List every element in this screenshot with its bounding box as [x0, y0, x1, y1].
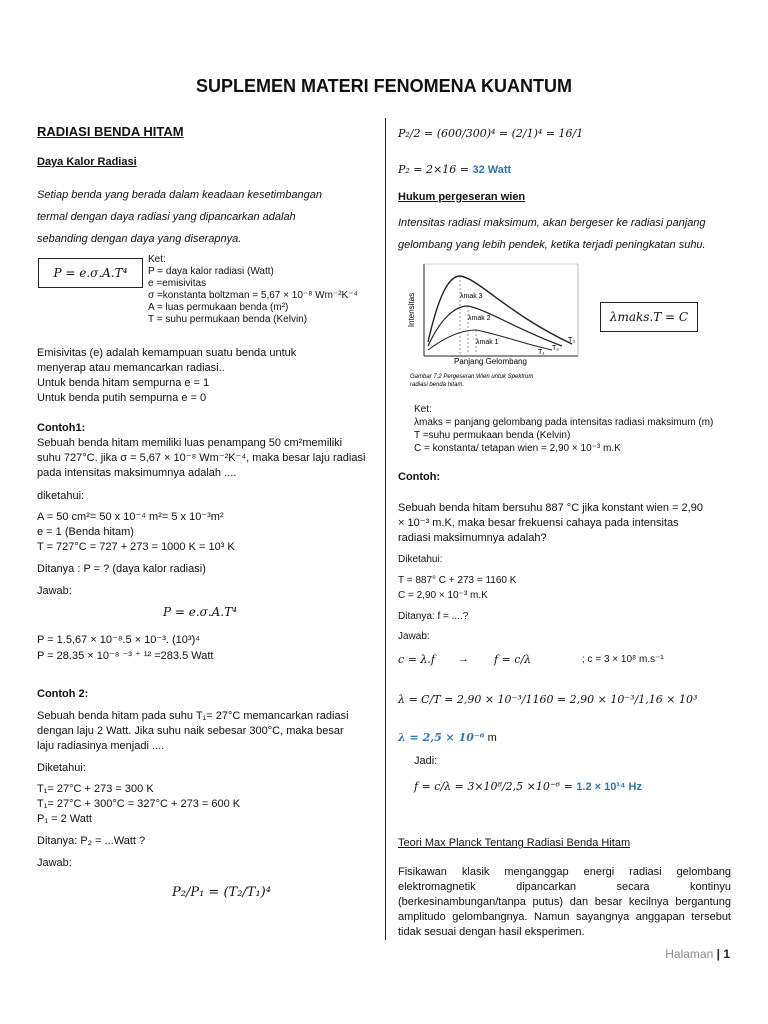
example1-known-label: diketahui:: [37, 490, 85, 502]
lambda-value: λ = 2,5 × 10⁻⁶: [398, 731, 485, 744]
curve-label-t2: T₂: [552, 345, 559, 352]
stefan-boltzmann-formula-box: P = e.σ.A.T⁴: [38, 258, 143, 288]
peak-label-2: λmak 2: [468, 315, 491, 322]
planck-paragraph: Fisikawan klasik menganggap energi radiasi gelombang elektromagnetik dipancarkan secara kontinyu (berkesinambungan/tanpa putus) dan besar kecilnya bergantung amplitudo gelombangnya. Namun sayangnya anggapan tersebut tidak sesuai dengan hasil eksperimen.: [398, 866, 731, 938]
curve-label-t3: T₃: [568, 337, 576, 344]
page-number: 1: [723, 947, 730, 961]
wien-example-title: Contoh:: [398, 471, 441, 483]
example1-asked: Ditanya : P = ? (daya kalor radiasi): [37, 563, 206, 575]
graph-x-label: Panjang Gelombang: [454, 357, 527, 366]
peak-label-1: λmak 1: [476, 339, 499, 346]
wien-displacement-graph: [402, 258, 584, 392]
wien-example-problem: Sebuah benda hitam bersuhu 887 °C jika konstant wien = 2,90 × 10⁻³ m.K, maka besar frekuensi cahaya pada intensitas radiasi maksimumnya adalah?: [398, 502, 703, 544]
frequency-result: f = c/λ = 3×10⁸/2,5 ×10⁻⁶ = 1.2 × 10¹⁴ Hz: [414, 780, 642, 793]
p2-result: P₂ = 2×16 = 32 Watt: [398, 163, 512, 176]
peak-label-3: λmak 3: [460, 293, 483, 300]
example2-ratio-formula: P₂/P₁ = (T₂/T₁)⁴: [172, 885, 271, 900]
speed-of-light-note: ; c = 3 × 10⁸ m.s⁻¹: [582, 654, 664, 665]
intro-paragraph: Setiap benda yang berada dalam keadaan kesetimbangan termal dengan daya radiasi yang dipancarkan adalah sebanding dengan daya yang diserapnya.: [37, 189, 322, 245]
wien-known-label: Diketahui:: [398, 554, 443, 565]
example1-answer-label: Jawab:: [37, 585, 72, 597]
formula-legend: Ket: P = daya kalor radiasi (Watt) e =emisivitas σ =konstanta boltzman = 5,67 × 10⁻⁸ Wm⁻²K⁻⁴ A = luas permukaan benda (m²) T = suhu permukaan benda (Kelvin): [148, 254, 358, 325]
wien-legend: Ket: λmaks = panjang gelombang pada intensitas radiasi maksimum (m) T =suhu permukaan benda (Kelvin) C = konstanta/ tetapan wien = 2,90 × 10⁻³ m.K: [414, 404, 714, 454]
graph-caption-line2: radiasi benda hitam.: [410, 382, 465, 388]
example1-step1: P = 1.5,67 × 10⁻⁸.5 × 10⁻³. (10³)⁴: [37, 634, 200, 646]
example2-given: T₁= 27°C + 273 = 300 K T₁= 27°C + 300°C = 327°C + 273 = 600 K P₁ = 2 Watt: [37, 783, 241, 825]
arrow-icon: →: [458, 653, 469, 665]
conclusion-label: Jadi:: [414, 755, 438, 767]
wien-heading: Hukum pergeseran wien: [398, 191, 526, 203]
lambda-calculation: λ = C/T = 2,90 × 10⁻³/1160 = 2,90 × 10⁻³/1,16 × 10³: [398, 693, 698, 706]
emissivity-paragraph: Emisivitas (e) adalah kemampuan suatu benda untuk menyerap atau memancarkan radiasi.. Untuk benda hitam sempurna e = 1 Untuk benda putih sempurna e = 0: [37, 347, 297, 404]
example1-title: Contoh1:: [37, 422, 86, 434]
frequency-value: 1.2 × 10¹⁴: [576, 781, 626, 793]
example2-title: Contoh 2:: [37, 688, 89, 700]
graph-caption-line1: Gambar 7.2 Pergeseran Wien untuk Spektrum: [410, 374, 534, 380]
curve-label-t1: T₁: [538, 349, 545, 356]
example2-problem: Sebuah benda hitam pada suhu T₁= 27°C memancarkan radiasi dengan laju 2 Watt. Jika suhu naik sebesar 300°C, maka besar laju radiasinya menjadi ....: [37, 710, 349, 752]
example2-answer-label: Jawab:: [37, 857, 72, 869]
section-heading: RADIASI BENDA HITAM: [37, 124, 184, 139]
p2-value: 32 Watt: [472, 164, 512, 176]
wien-asked: Ditanya: f = ....?: [398, 611, 469, 622]
example1-problem: Sebuah benda hitam memiliki luas penampang 50 cm²memiliki suhu 727°C. jika σ = 5,67 × 10⁻⁸ Wm⁻²K⁻⁴, maka besar laju radiasi pada intensitas maksimumnya adalah ....: [37, 437, 366, 479]
wave-relation: c = λ.f: [398, 653, 435, 666]
example1-given: A = 50 cm²= 50 x 10⁻⁴ m²= 5 x 10⁻³m² e = 1 (Benda hitam) T = 727°C = 727 + 273 = 1000 K = 10³ K: [37, 511, 235, 553]
example1-formula: P = e.σ.A.T⁴: [163, 605, 237, 619]
example1-step2: P = 28.35 × 10⁻⁸ ⁻³ ⁺ ¹² =283.5 Watt: [37, 650, 214, 662]
wien-formula-box: λmaks.T = C: [600, 302, 698, 332]
wien-given: T = 887° C + 273 = 1160 K C = 2,90 × 10⁻³ m.K: [398, 575, 517, 601]
example2-asked: Ditanya: P₂ = ...Watt ?: [37, 835, 146, 847]
wien-answer-label: Jawab:: [398, 631, 430, 642]
example2-known-label: Diketahui:: [37, 762, 86, 774]
frequency-relation: f = c/λ: [494, 653, 532, 666]
planck-heading: Teori Max Planck Tentang Radiasi Benda Hitam: [398, 837, 631, 849]
page-footer: Halaman | 1: [665, 947, 730, 961]
wien-paragraph: Intensitas radiasi maksimum, akan bergeser ke radiasi panjang gelombang yang lebih pendek, ketika terjadi peningkatan suhu.: [398, 217, 706, 251]
page-title: SUPLEMEN MATERI FENOMENA KUANTUM: [196, 76, 572, 96]
lambda-result: λ = 2,5 × 10⁻⁶ m: [398, 731, 497, 744]
curve-t3: [428, 276, 572, 344]
graph-y-label: Intensitas: [407, 292, 416, 328]
subsection-heading: Daya Kalor Radiasi: [37, 156, 137, 168]
power-ratio-calc: P₂/2 = (600/300)⁴ = (2/1)⁴ = 16/1: [398, 127, 584, 140]
column-divider: [385, 118, 386, 940]
